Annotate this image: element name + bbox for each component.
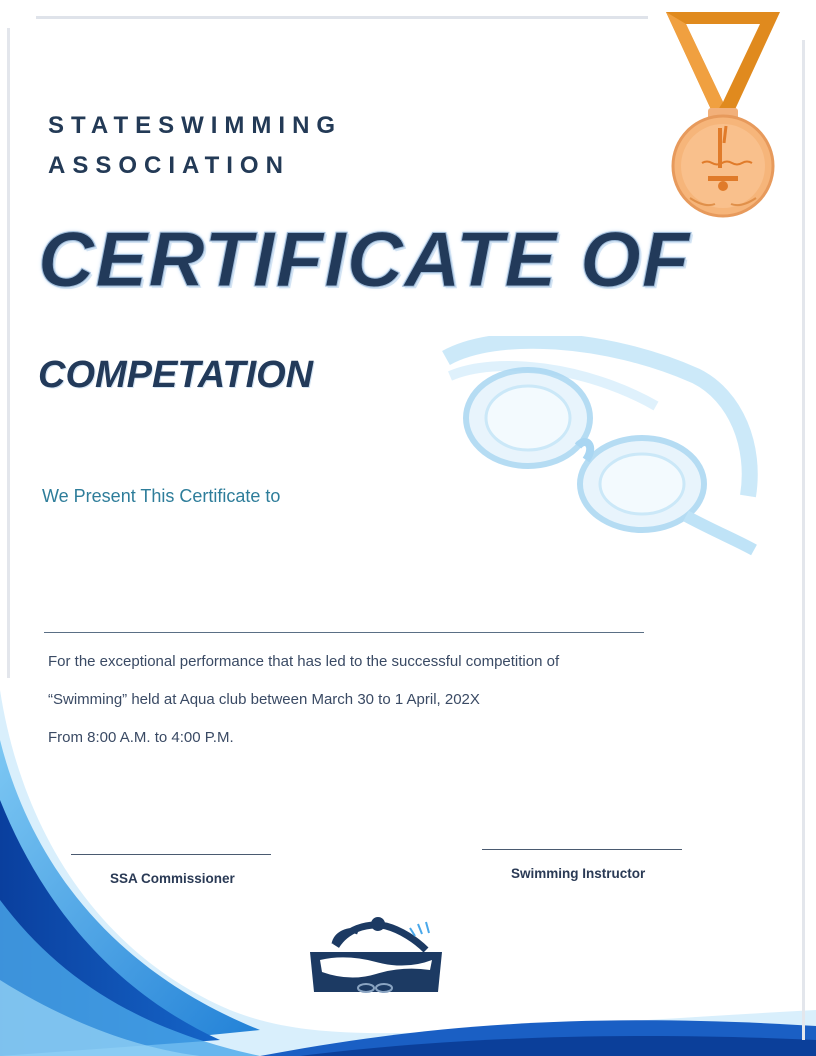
right-border-line xyxy=(802,40,805,1040)
signature-label-instructor: Swimming Instructor xyxy=(511,866,646,881)
organization-name-line-2: ASSOCIATION xyxy=(48,152,290,179)
swimmer-logo-icon xyxy=(306,910,446,998)
left-border-line xyxy=(7,28,10,678)
top-border-line xyxy=(36,16,648,19)
certificate-title-line-1: CERTIFICATE OF xyxy=(38,215,691,303)
body-text-line-2: “Swimming” held at Aqua club between March 30 to 1 April, 202X xyxy=(48,691,480,708)
signature-label-commissioner: SSA Commissioner xyxy=(110,871,235,886)
certificate-title-line-2: COMPETATION xyxy=(38,354,314,396)
medal-icon xyxy=(660,8,786,222)
body-text-line-1: For the exceptional performance that has led to the successful competition of xyxy=(48,653,560,670)
body-text-line-3: From 8:00 A.M. to 4:00 P.M. xyxy=(48,729,234,746)
goggles-icon xyxy=(436,336,762,562)
recipient-name-line xyxy=(44,632,644,633)
signature-line-left xyxy=(71,854,271,855)
present-text: We Present This Certificate to xyxy=(42,486,281,506)
signature-line-right xyxy=(482,849,682,850)
organization-name-line-1: STATESWIMMING xyxy=(48,112,343,139)
